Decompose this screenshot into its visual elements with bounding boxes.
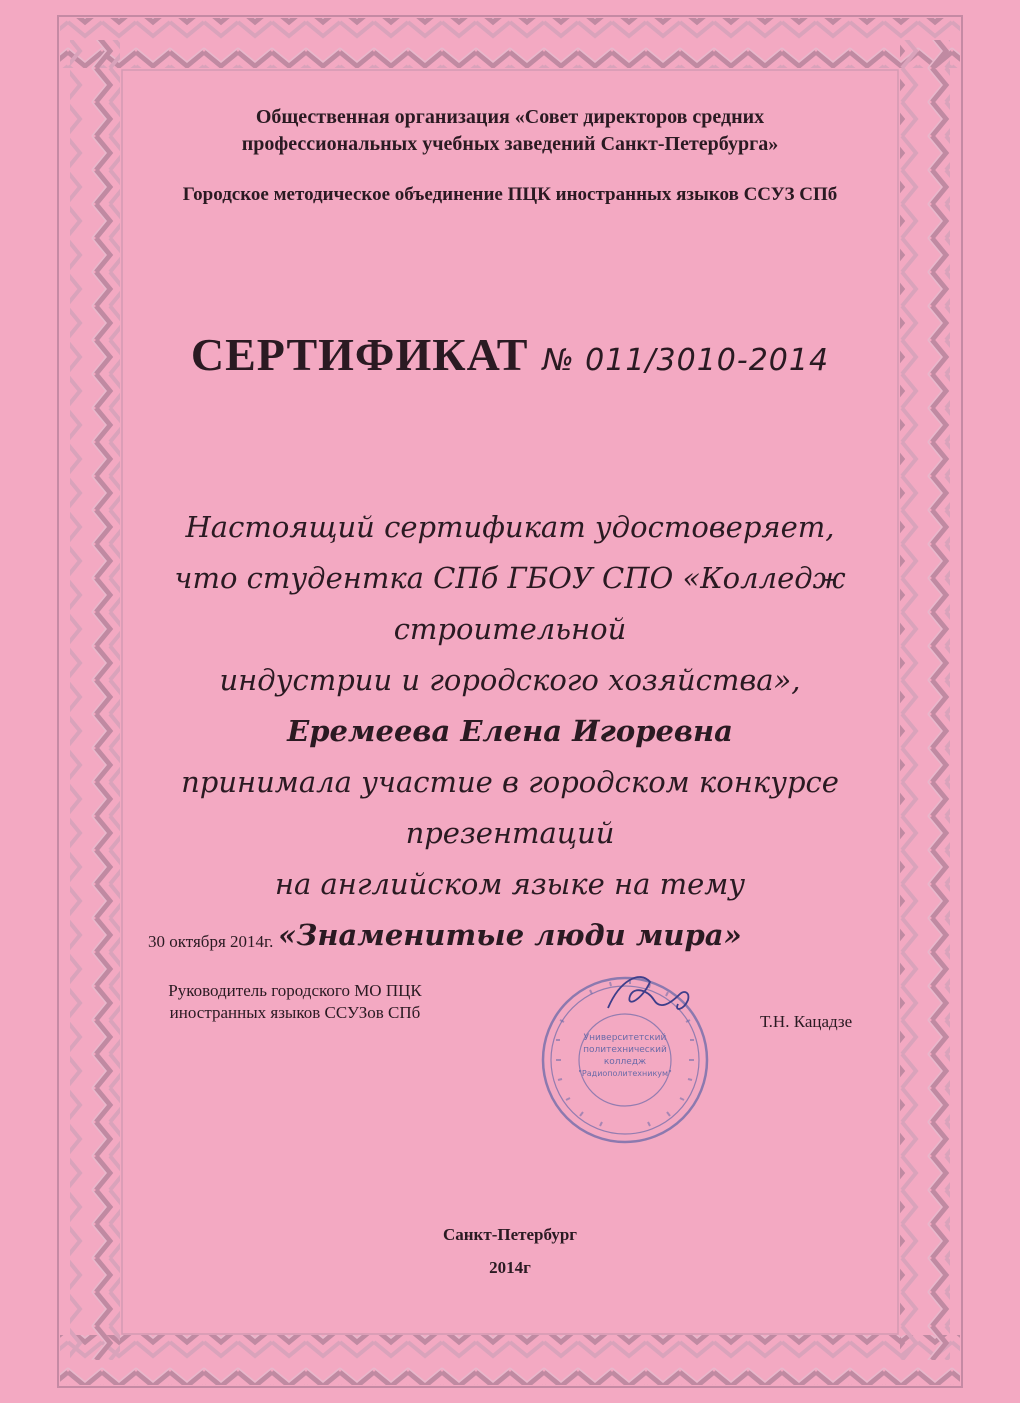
organization-line-2: профессиональных учебных заведений Санкт-Петербурга» (241, 133, 779, 155)
certificate-title: СЕРТИФИКАТ (190, 329, 529, 380)
leader-title (130, 980, 460, 1024)
body-line-6: на английском языке на тему (274, 867, 746, 901)
body-line-3: индустрии и городского хозяйства», (219, 663, 801, 697)
body-line-1: Настоящий сертификат удостоверяет, (185, 510, 835, 544)
signer-name: Т.Н. Кацадзе (760, 1012, 853, 1031)
contest-topic: «Знаменитые люди мира» (278, 918, 742, 952)
footer (360, 1218, 660, 1284)
stamp-text-1: Университетский (583, 1033, 667, 1043)
stamp-text-3: колледж (603, 1057, 647, 1067)
certificate-heading (120, 328, 900, 381)
certificate-body (80, 502, 940, 961)
certificate-number: № 011/3010-2014 (542, 343, 830, 378)
issue-date: 30 октября 2014г. (148, 932, 274, 951)
footer-city: Санкт-Петербург (442, 1225, 578, 1244)
official-stamp (530, 960, 730, 1150)
recipient-name: Еремеева Елена Игоревна (287, 714, 733, 748)
stamp-text-2: политехнический (583, 1045, 667, 1055)
organization-name (120, 104, 900, 158)
leader-line-1: Руководитель городского МО ПЦК (168, 981, 422, 1000)
body-line-5: принимала участие в городском конкурсе презентаций (181, 765, 839, 850)
leader-line-2: иностранных языков ССУЗов СПб (169, 1003, 421, 1022)
organization-line-1: Общественная организация «Совет директоров средних (255, 106, 765, 128)
footer-year: 2014г (489, 1258, 531, 1277)
body-line-2: что студентка СПб ГБОУ СПО «Колледж строительной (174, 561, 846, 646)
stamp-text-4: "Радиополитехникум" (578, 1069, 672, 1078)
association-name: Городское методическое объединение ПЦК иностранных языков ССУЗ СПб (182, 184, 838, 205)
